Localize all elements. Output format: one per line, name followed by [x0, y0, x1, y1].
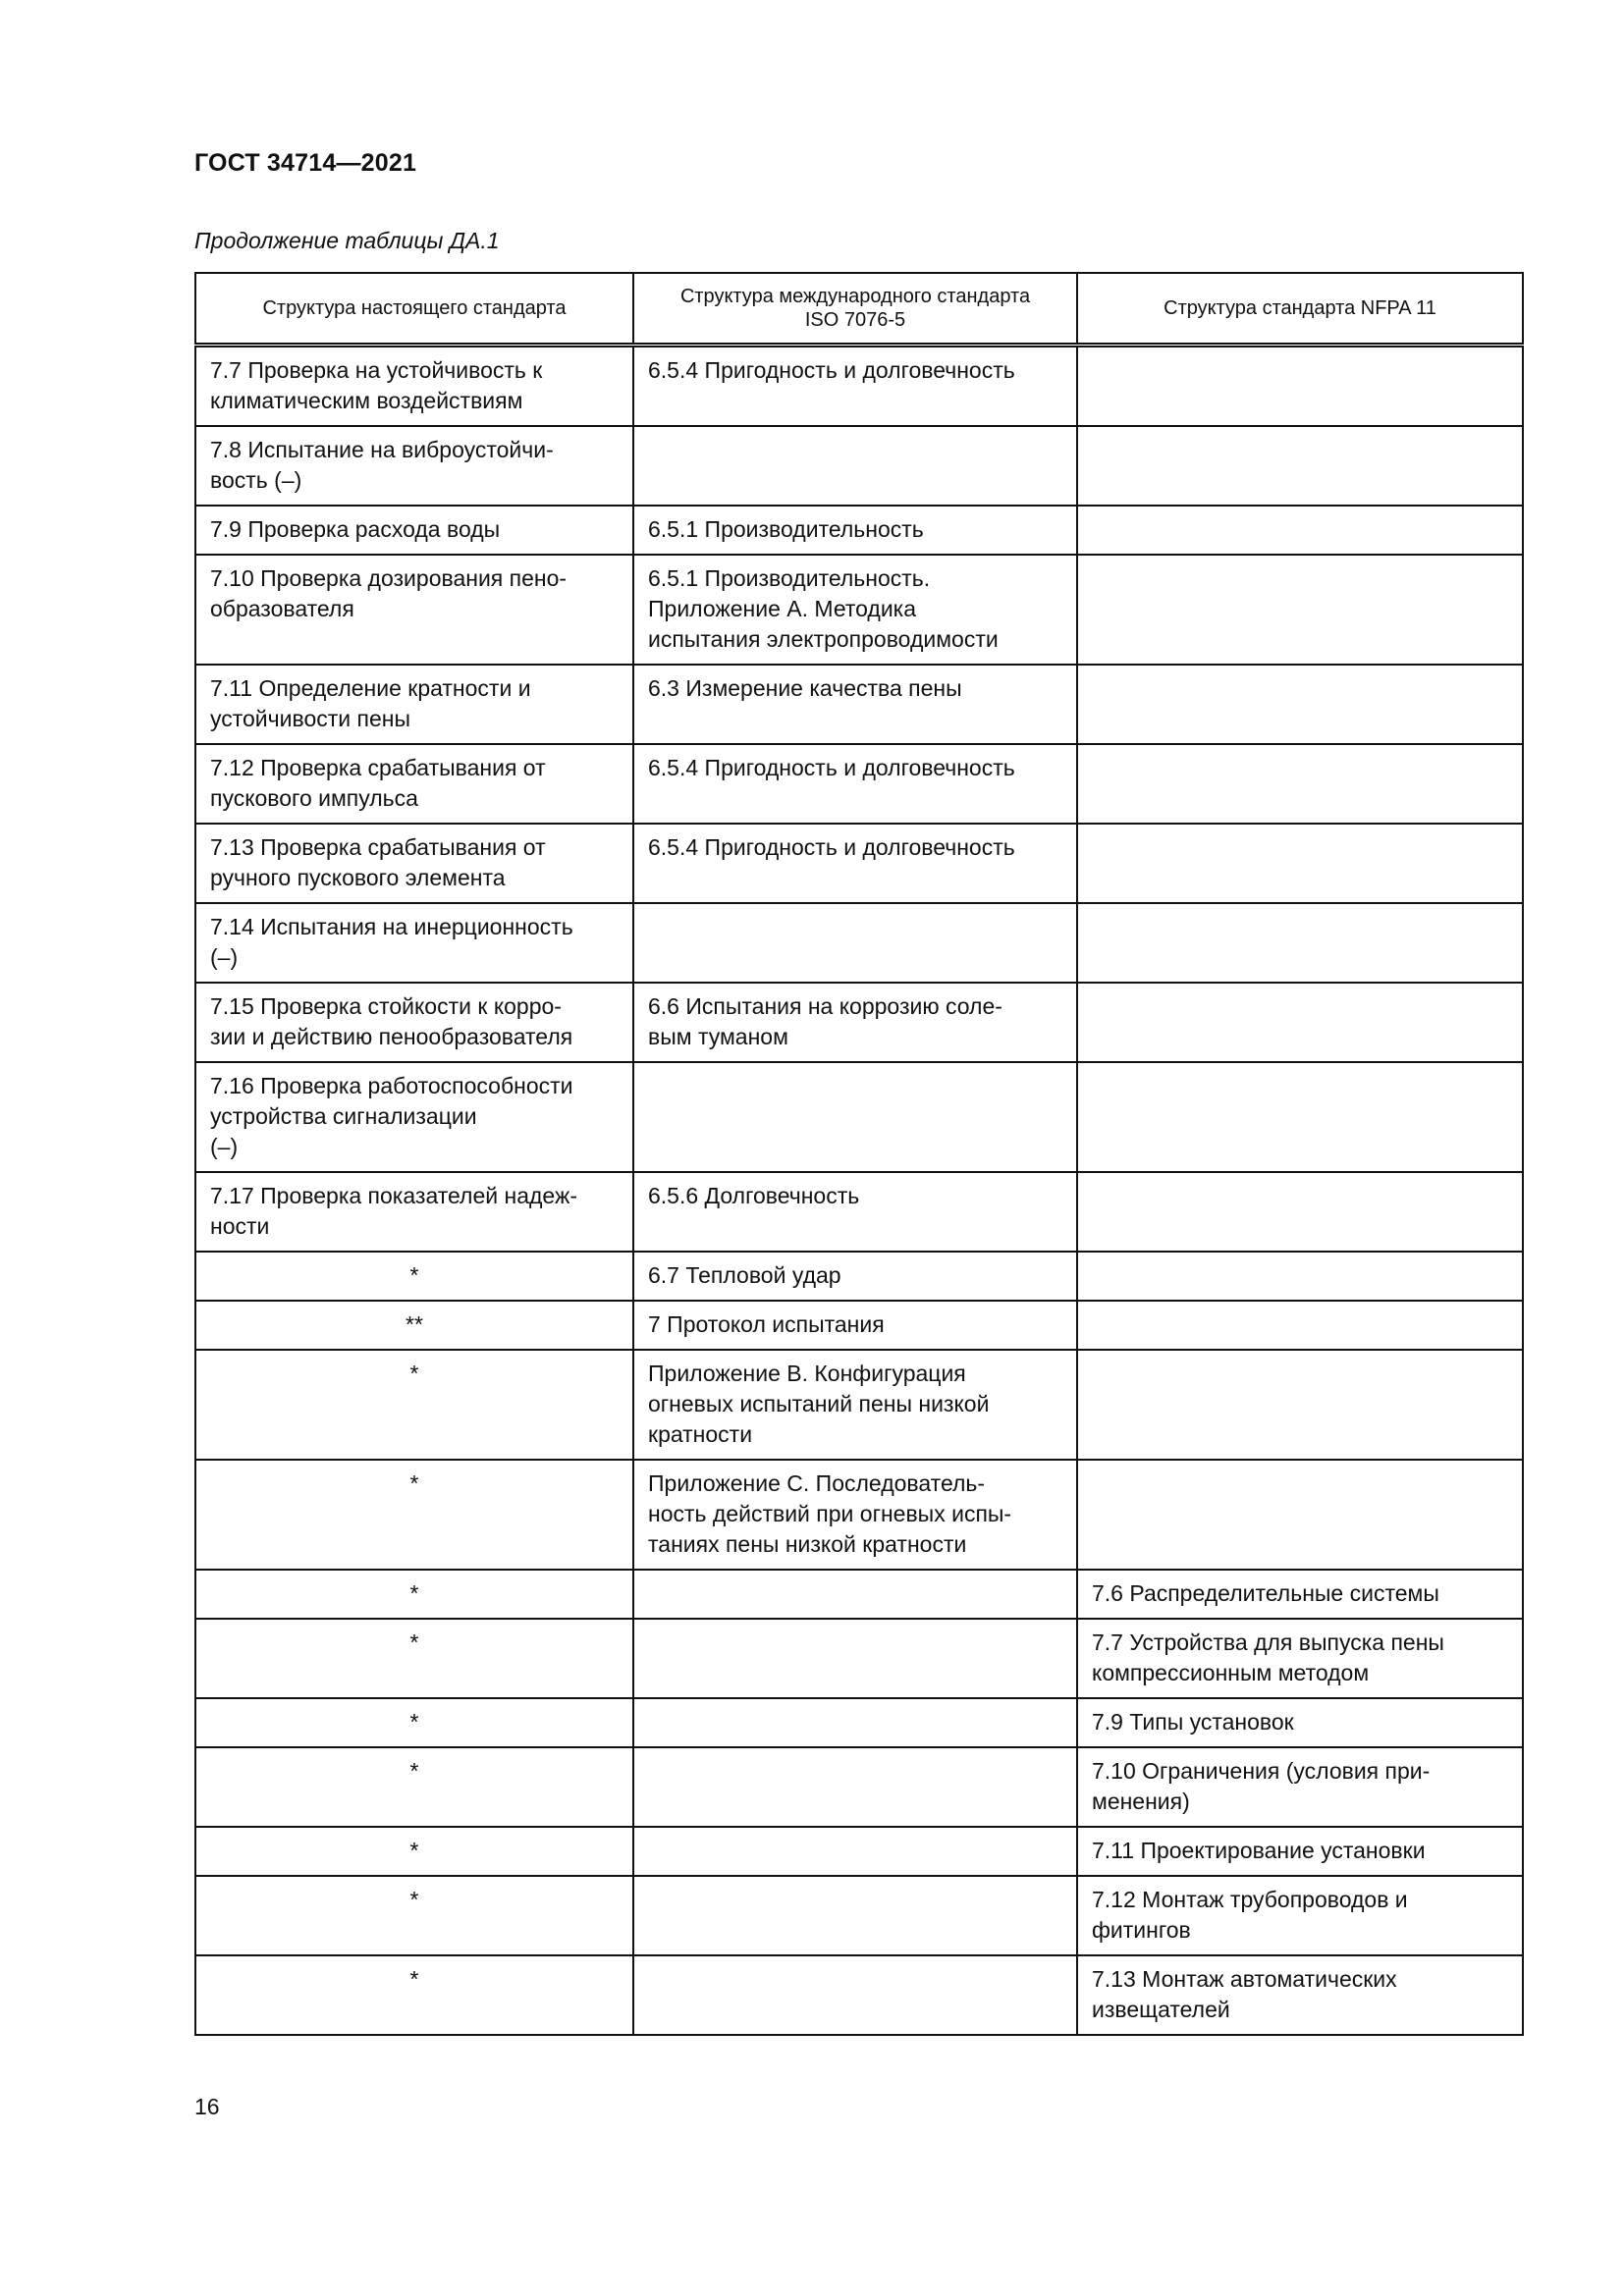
cell-this-standard: [195, 1698, 633, 1747]
cell-this-standard: [195, 1570, 633, 1619]
table-row: [195, 1460, 1523, 1570]
correspondence-table: [194, 272, 1524, 2036]
cell-iso-standard: [633, 1619, 1077, 1698]
cell-this-standard: [195, 1619, 633, 1698]
cell-text: *: [409, 1838, 419, 1863]
cell-this-standard: [195, 506, 633, 555]
cell-this-standard: [195, 1252, 633, 1301]
cell-text: *: [409, 1580, 419, 1606]
cell-iso-standard: [633, 824, 1077, 903]
cell-this-standard: [195, 665, 633, 744]
cell-text: 6.3 Измерение качества пены: [648, 675, 962, 701]
cell-nfpa-standard: [1077, 1747, 1523, 1827]
cell-nfpa-standard: [1077, 1350, 1523, 1460]
cell-this-standard: [195, 1955, 633, 2035]
cell-text: Приложение В. Конфигурация огневых испытаний пены низкой кратности: [648, 1361, 990, 1447]
document-code: ГОСТ 34714—2021: [194, 149, 417, 177]
cell-text: 7.12 Монтаж трубопроводов и фитингов: [1092, 1887, 1408, 1943]
cell-text: 7.17 Проверка показателей надеж- ности: [210, 1183, 577, 1239]
cell-iso-standard: [633, 426, 1077, 506]
cell-iso-standard: [633, 1062, 1077, 1172]
cell-text: **: [406, 1311, 423, 1337]
cell-text: 6.5.4 Пригодность и долговечность: [648, 834, 1015, 860]
table-row: [195, 744, 1523, 824]
cell-text: 7.9 Проверка расхода воды: [210, 516, 501, 542]
cell-iso-standard: [633, 1827, 1077, 1876]
cell-nfpa-standard: [1077, 1827, 1523, 1876]
cell-iso-standard: [633, 506, 1077, 555]
table-row: [195, 1876, 1523, 1955]
cell-iso-standard: [633, 1172, 1077, 1252]
table-row: [195, 824, 1523, 903]
cell-nfpa-standard: [1077, 824, 1523, 903]
cell-this-standard: [195, 1172, 633, 1252]
table-row: [195, 1252, 1523, 1301]
cell-text: 7.12 Проверка срабатывания от пускового импульса: [210, 755, 546, 811]
cell-this-standard: [195, 346, 633, 427]
cell-iso-standard: [633, 665, 1077, 744]
cell-text: *: [409, 1470, 419, 1496]
cell-text: 7.9 Типы установок: [1092, 1709, 1294, 1735]
cell-iso-standard: [633, 1252, 1077, 1301]
cell-iso-standard: [633, 903, 1077, 983]
cell-iso-standard: [633, 1460, 1077, 1570]
cell-this-standard: [195, 824, 633, 903]
table-header-row: [195, 273, 1523, 346]
cell-iso-standard: [633, 1876, 1077, 1955]
table-row: [195, 555, 1523, 665]
cell-text: 7.10 Проверка дозирования пено- образователя: [210, 565, 568, 621]
cell-nfpa-standard: [1077, 903, 1523, 983]
cell-iso-standard: [633, 1350, 1077, 1460]
cell-text: 7.11 Проектирование установки: [1092, 1838, 1426, 1863]
cell-nfpa-standard: [1077, 1301, 1523, 1350]
cell-this-standard: [195, 555, 633, 665]
cell-text: *: [409, 1887, 419, 1912]
cell-this-standard: [195, 744, 633, 824]
column-header-this-standard: Структура настоящего стандарта: [195, 273, 633, 346]
table-row: [195, 1350, 1523, 1460]
cell-nfpa-standard: [1077, 1062, 1523, 1172]
cell-text: 6.7 Тепловой удар: [648, 1262, 841, 1288]
table-row: [195, 665, 1523, 744]
cell-nfpa-standard: [1077, 1955, 1523, 2035]
cell-text: 7 Протокол испытания: [648, 1311, 885, 1337]
cell-text: 6.5.4 Пригодность и долговечность: [648, 755, 1015, 780]
cell-iso-standard: [633, 983, 1077, 1062]
column-header-iso-standard: Структура международного стандарта ISO 7076-5: [633, 273, 1077, 346]
cell-this-standard: [195, 426, 633, 506]
table-row: [195, 1698, 1523, 1747]
cell-text: 6.5.4 Пригодность и долговечность: [648, 357, 1015, 383]
table-row: [195, 506, 1523, 555]
cell-nfpa-standard: [1077, 1698, 1523, 1747]
cell-text: 6.5.1 Производительность. Приложение А. Методика испытания электропроводимости: [648, 565, 999, 652]
page-number: 16: [194, 2094, 220, 2119]
table-row: [195, 1062, 1523, 1172]
cell-this-standard: [195, 1876, 633, 1955]
cell-iso-standard: [633, 1747, 1077, 1827]
cell-text: 7.15 Проверка стойкости к корро- зии и действию пенообразователя: [210, 993, 573, 1049]
cell-this-standard: [195, 903, 633, 983]
cell-text: 7.11 Определение кратности и устойчивости пены: [210, 675, 531, 731]
table-row: [195, 1301, 1523, 1350]
table-row: [195, 983, 1523, 1062]
cell-iso-standard: [633, 744, 1077, 824]
cell-iso-standard: [633, 1570, 1077, 1619]
cell-text: 7.13 Проверка срабатывания от ручного пускового элемента: [210, 834, 546, 890]
cell-this-standard: [195, 1062, 633, 1172]
cell-text: 7.10 Ограничения (условия при- менения): [1092, 1758, 1431, 1814]
cell-iso-standard: [633, 1301, 1077, 1350]
cell-text: Приложение С. Последователь- ность действий при огневых испы- таниях пены низкой кратности: [648, 1470, 1012, 1557]
table-row: [195, 346, 1523, 427]
cell-this-standard: [195, 1350, 633, 1460]
cell-text: *: [409, 1361, 419, 1386]
cell-nfpa-standard: [1077, 744, 1523, 824]
cell-nfpa-standard: [1077, 665, 1523, 744]
cell-nfpa-standard: [1077, 1619, 1523, 1698]
cell-this-standard: [195, 1301, 633, 1350]
cell-text: 6.5.6 Долговечность: [648, 1183, 860, 1208]
cell-text: 7.14 Испытания на инерционность (–): [210, 914, 573, 970]
cell-this-standard: [195, 1827, 633, 1876]
cell-iso-standard: [633, 1698, 1077, 1747]
cell-this-standard: [195, 1460, 633, 1570]
table-row: [195, 1955, 1523, 2035]
cell-text: 7.13 Монтаж автоматических извещателей: [1092, 1966, 1397, 2022]
cell-iso-standard: [633, 555, 1077, 665]
cell-text: *: [409, 1709, 419, 1735]
table-row: [195, 1570, 1523, 1619]
cell-nfpa-standard: [1077, 506, 1523, 555]
cell-iso-standard: [633, 346, 1077, 427]
cell-iso-standard: [633, 1955, 1077, 2035]
cell-text: 7.8 Испытание на виброустойчи- вость (–): [210, 437, 554, 493]
cell-nfpa-standard: [1077, 1252, 1523, 1301]
cell-text: *: [409, 1758, 419, 1784]
cell-nfpa-standard: [1077, 1460, 1523, 1570]
cell-nfpa-standard: [1077, 1570, 1523, 1619]
table-row: [195, 1172, 1523, 1252]
table-caption: Продолжение таблицы ДА.1: [194, 228, 500, 253]
cell-text: 6.5.1 Производительность: [648, 516, 924, 542]
cell-this-standard: [195, 1747, 633, 1827]
table-row: [195, 1827, 1523, 1876]
cell-text: 7.7 Устройства для выпуска пены компрессионным методом: [1092, 1629, 1444, 1685]
cell-nfpa-standard: [1077, 346, 1523, 427]
cell-text: 7.6 Распределительные системы: [1092, 1580, 1439, 1606]
cell-nfpa-standard: [1077, 1876, 1523, 1955]
cell-text: *: [409, 1262, 419, 1288]
table-row: [195, 426, 1523, 506]
cell-text: 6.6 Испытания на коррозию соле- вым туманом: [648, 993, 1002, 1049]
table-row: [195, 1619, 1523, 1698]
cell-nfpa-standard: [1077, 426, 1523, 506]
cell-text: 7.16 Проверка работоспособности устройства сигнализации (–): [210, 1073, 573, 1159]
cell-this-standard: [195, 983, 633, 1062]
column-header-nfpa-standard: Структура стандарта NFPA 11: [1077, 273, 1523, 346]
cell-nfpa-standard: [1077, 1172, 1523, 1252]
cell-text: *: [409, 1629, 419, 1655]
cell-text: *: [409, 1966, 419, 1992]
cell-nfpa-standard: [1077, 983, 1523, 1062]
table-row: [195, 903, 1523, 983]
table-row: [195, 1747, 1523, 1827]
cell-text: 7.7 Проверка на устойчивость к климатическим воздействиям: [210, 357, 543, 413]
cell-nfpa-standard: [1077, 555, 1523, 665]
